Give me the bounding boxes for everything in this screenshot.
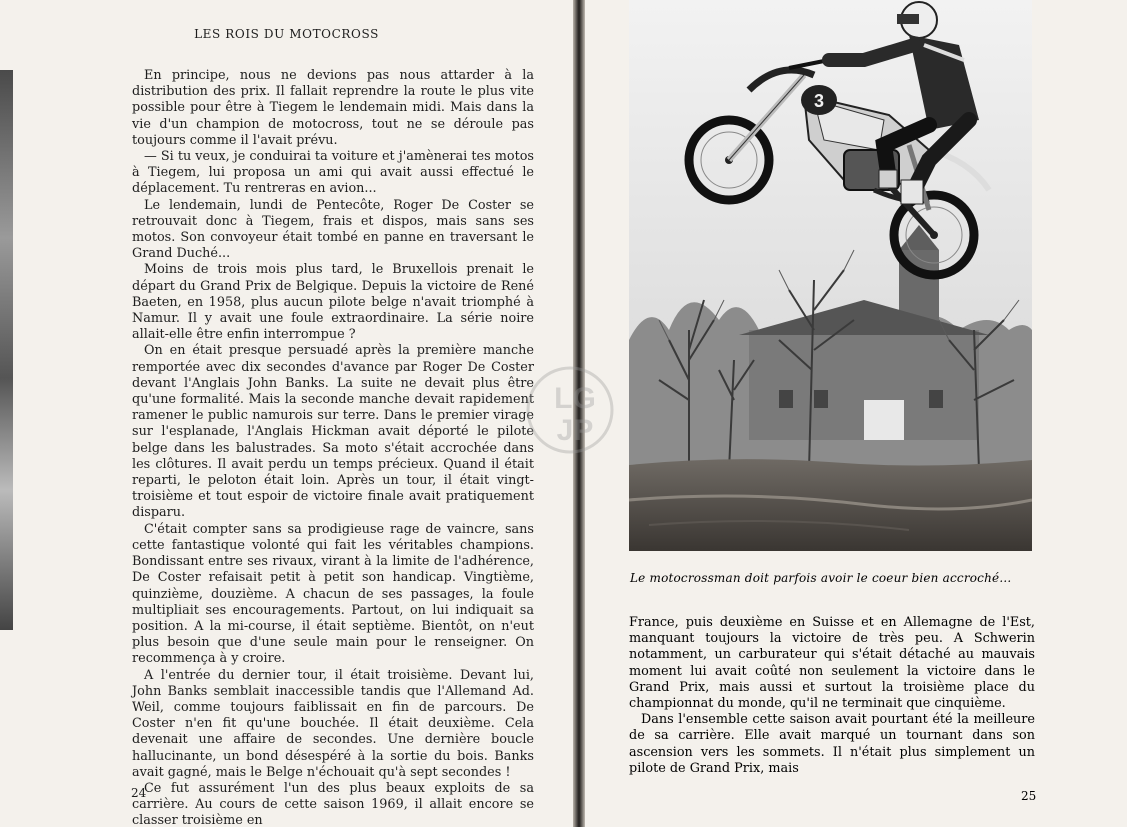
- right-body-text: [629, 615, 1035, 777]
- paragraph: France, puis deuxième en Suisse et en Allemagne de l'Est, manquant toujours la victoire de très peu. A Schwerin notamment, un carburateur qui s'était détaché au mauvais moment lui avait coûté non seulement la victoire dans le Grand Prix, mais aussi et surtout la troisième place du championnat du monde, qu'il ne terminait que cinquième.: [629, 615, 1035, 712]
- watermark-top: LG: [554, 382, 596, 415]
- page-number-right: 25: [1021, 789, 1037, 803]
- bike-number: 3: [813, 91, 825, 111]
- watermark-logo: [515, 360, 625, 460]
- paragraph: On en était presque persuadé après la première manche remportée avec dix secondes d'avance par Roger De Coster devant l'Anglais John Banks. La suite ne devait plus être qu'une formalité. Mais la seconde manche devait rapidement ramener le public namurois sur terre. Dans le premier virage sur l'esplanade, l'Anglais Hickman avait déporté le pilote belge dans les balustrades. Sa moto s'était accrochée dans les clôtures. Il avait perdu un temps précieux. Quand il était reparti, le peloton était loin. Après un tour, il était vingt-troisième et tout espoir de victoire finale avait pratiquement disparu.: [132, 343, 534, 521]
- paragraph: — Si tu veux, je conduirai ta voiture et j'amènerai tes motos à Tiegem, lui proposa un ami qui avait aussi effectué le déplacement. Tu rentreras en avion...: [132, 149, 534, 197]
- paragraph: Ce fut assurément l'un des plus beaux exploits de sa carrière. Au cours de cette saison 1969, il allait encore se classer troisième en: [132, 780, 534, 827]
- motocross-jump-photo: [629, 0, 1032, 551]
- paragraph: Le lendemain, lundi de Pentecôte, Roger De Coster se retrouvait donc à Tiegem, frais et dispos, mais sans ses motos. Son convoyeur était tombé en panne en traversant le Grand Duché...: [132, 197, 534, 262]
- paragraph: Moins de trois mois plus tard, le Bruxellois prenait le départ du Grand Prix de Belgique. Depuis la victoire de René Baeten, en 1958, plus aucun pilote belge n'avait triomphé à Namur. Il y avait une foule extraordinaire. La série noire allait-elle être enfin interrompue ?: [132, 262, 534, 343]
- paragraph: C'était compter sans sa prodigieuse rage de vaincre, sans cette fantastique volonté qui fait les véritables champions. Bondissant entre ses rivaux, virant à la limite de l'adhérence, De Coster refaisait petit à petit son handicap. Vingtième, quinzième, douzième. A chacun de ses passages, la foule multipliait ses encouragements. Partout, on lui indiquait sa position. A la mi-course, il était septième. Bientôt, on n'eut plus besoin que d'une seule main pour le renseigner. On recommença à y croire.: [132, 521, 534, 667]
- paragraph: En principe, nous ne devions pas nous attarder à la distribution des prix. Il fallait reprendre la route le plus vite possible pour être à Tiegem le lendemain midi. Mais dans la vie d'un champion de motocross, tout ne se déroule pas toujours comme il l'avait prévu.: [132, 68, 534, 148]
- adjacent-page-edge: [0, 70, 13, 630]
- left-body-text: [132, 68, 534, 827]
- page-number-left: 24: [131, 786, 147, 800]
- running-head: LES ROIS DU MOTOCROSS: [194, 27, 379, 41]
- photo-caption: Le motocrossman doit parfois avoir le coeur bien accroché...: [630, 571, 1012, 585]
- paragraph: A l'entrée du dernier tour, il était troisième. Devant lui, John Banks semblait inaccessible tandis que l'Allemand Ad. Weil, comme toujours faiblissait en fin de parcours. De Coster n'en fit qu'une bouchée. Il était deuxième. Cela devenait une affaire de secondes. Une dernière boucle hallucinante, un bond désespéré à la sortie du bois. Banks avait gagné, mais le Belge n'échouait qu'à sept secondes !: [132, 667, 534, 780]
- watermark-bottom: JP: [556, 414, 594, 447]
- paragraph: Dans l'ensemble cette saison avait pourtant été la meilleure de sa carrière. Elle avait marqué un tournant dans son ascension vers les sommets. Il n'était plus simplement un pilote de Grand Prix, mais: [629, 712, 1035, 776]
